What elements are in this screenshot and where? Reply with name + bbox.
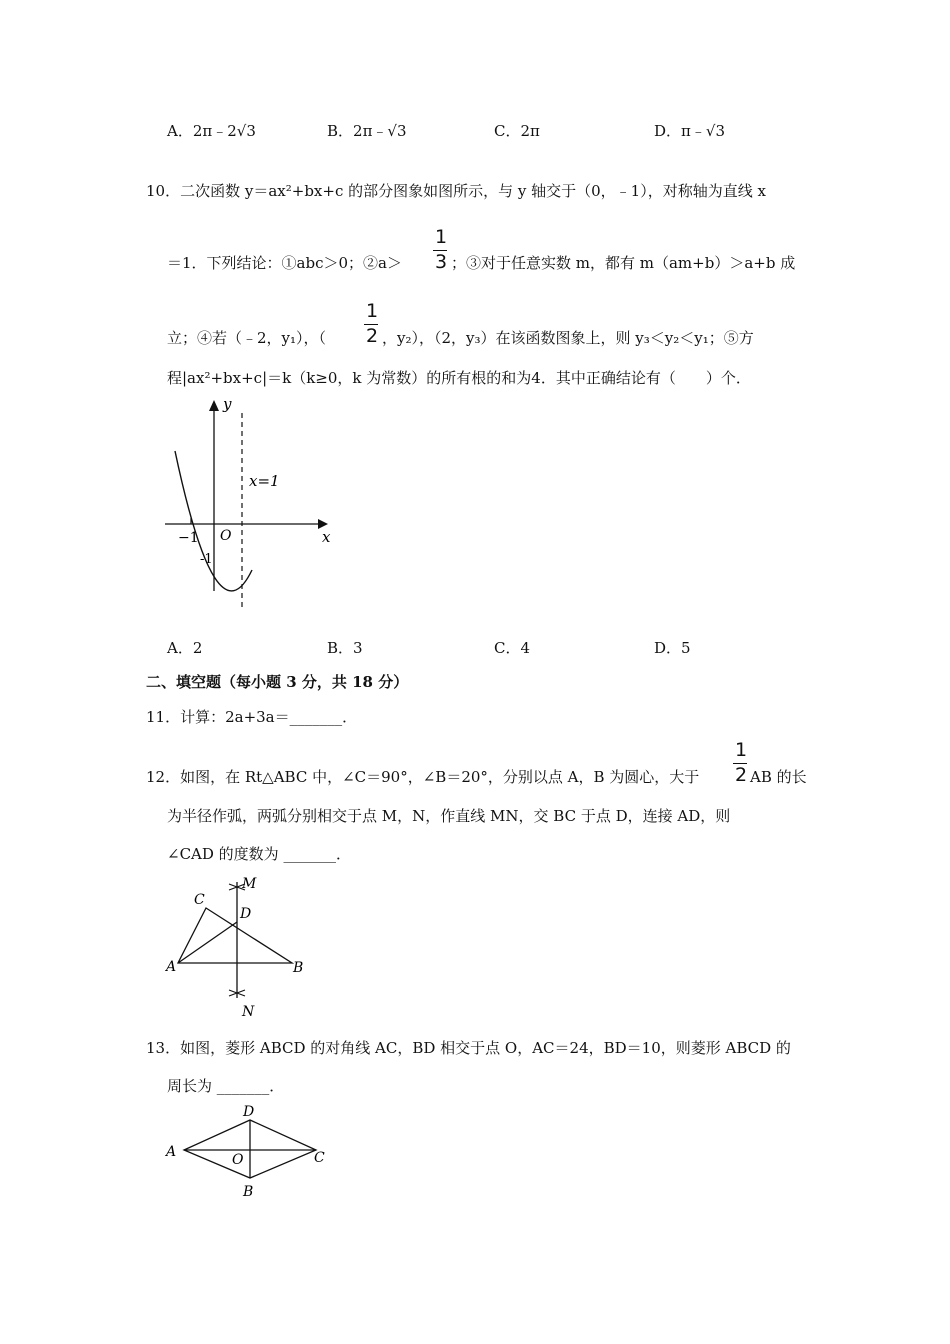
y-intercept-label: -1 xyxy=(200,552,213,567)
neg1-tick-label: −1 xyxy=(178,530,199,546)
triangle-abc xyxy=(178,908,292,963)
triangle-figure xyxy=(160,870,320,1020)
label-d: D xyxy=(240,906,252,922)
q11-text: 11．计算：2a+3a＝_______． xyxy=(146,708,358,726)
x-axis-label: x xyxy=(322,528,331,546)
q10-frac12-den: 2 xyxy=(366,325,379,347)
label-b: B xyxy=(293,960,304,976)
q9-option-d: D．π﹣√3 xyxy=(654,122,725,140)
label-c: C xyxy=(314,1150,325,1166)
q12-line3: ∠CAD 的度数为 _______． xyxy=(167,845,351,863)
q13-line1: 13．如图，菱形 ABCD 的对角线 AC，BD 相交于点 O，AC＝24，BD＝10，则菱形 ABCD 的 xyxy=(146,1039,791,1057)
q12-line1a: 12．如图，在 Rt△ABC 中，∠C＝90°，∠B＝20°，分别以点 A，B 为圆心，大于 xyxy=(146,768,700,786)
q10-line2a: ＝1．下列结论：①abc＞0；②a＞ xyxy=(167,254,402,272)
q10-line2b: ；③对于任意实数 m，都有 m（am+b）＞a+b 成 xyxy=(451,254,796,272)
label-d: D xyxy=(243,1104,255,1120)
q10-option-b: B．3 xyxy=(327,639,363,657)
q10-option-a: A．2 xyxy=(167,639,203,657)
q10-line4: 程|ax²+bx+c|＝k（k≥0，k 为常数）的所有根的和为4．其中正确结论有（ ）个． xyxy=(167,369,751,387)
label-a: A xyxy=(166,959,177,975)
q10-line1: 10．二次函数 y＝ax²+bx+c 的部分图象如图所示，与 y 轴交于（0，﹣1），对称轴为直线 x xyxy=(146,182,766,200)
label-a: A xyxy=(166,1144,177,1160)
q10-option-c: C．4 xyxy=(494,639,531,657)
q12-line1b: AB 的长 xyxy=(750,768,807,786)
q10-option-d: D．5 xyxy=(654,639,691,657)
q12-frac-den: 2 xyxy=(735,764,748,786)
label-b: B xyxy=(243,1184,254,1200)
q10-frac13-num: 1 xyxy=(435,226,448,248)
parabola-graph xyxy=(160,395,340,615)
q9-option-c: C．2π xyxy=(494,122,540,140)
label-c: C xyxy=(194,892,205,908)
q9-option-a: A．2π﹣2√3 xyxy=(167,122,256,140)
segment-ad xyxy=(178,922,237,963)
section-title: 二、填空题（每小题 3 分，共 18 分） xyxy=(146,673,409,691)
symmetry-label: x=1 xyxy=(249,472,280,490)
y-axis-arrow xyxy=(209,400,219,411)
q12-frac-num: 1 xyxy=(735,739,748,761)
q10-line3b: ，y₂），（2，y₃）在该函数图象上，则 y₃＜y₂＜y₁；⑤方 xyxy=(382,329,754,347)
q10-frac13-den: 3 xyxy=(435,251,448,273)
label-m: M xyxy=(242,876,257,892)
q10-frac12-num: 1 xyxy=(366,300,379,322)
label-o: O xyxy=(232,1152,244,1168)
y-axis-label: y xyxy=(223,395,232,413)
rhombus-figure xyxy=(160,1100,340,1200)
q9-option-b: B．2π﹣√3 xyxy=(327,122,407,140)
q10-line3a: 立；④若（﹣2，y₁），（ xyxy=(167,329,327,347)
label-n: N xyxy=(242,1004,255,1020)
origin-label: O xyxy=(220,528,232,544)
q13-line2: 周长为 _______． xyxy=(167,1077,285,1095)
q12-line2: 为半径作弧，两弧分别相交于点 M，N，作直线 MN，交 BC 于点 D，连接 AD，则 xyxy=(167,807,731,825)
